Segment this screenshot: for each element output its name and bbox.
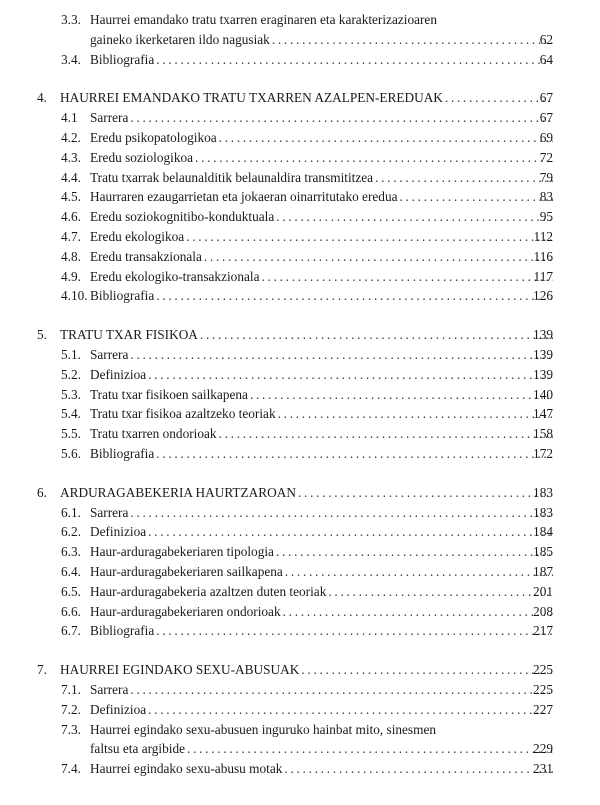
- entry-title-wrap: [90, 582, 553, 602]
- table-of-contents: [0, 10, 600, 798]
- entry-number: 4.4.: [61, 169, 81, 185]
- leader-dots: [200, 325, 553, 345]
- leader-dots: [130, 503, 553, 523]
- leader-dots: [276, 207, 553, 227]
- entry-number: 5.6.: [61, 445, 81, 461]
- entry-title: Bibliografia: [90, 50, 156, 70]
- toc-entry[interactable]: [0, 700, 600, 720]
- leader-dots: [156, 50, 553, 70]
- leader-dots: [298, 483, 553, 503]
- leader-dots: [400, 187, 554, 207]
- leader-dots: [130, 680, 553, 700]
- entry-title: Definizioa: [90, 522, 148, 542]
- chapter-title: TRATU TXAR FISIKOA: [60, 325, 200, 345]
- leader-dots: [130, 345, 553, 365]
- entry-title: Haur-arduragabekeria azaltzen duten teoriak: [90, 582, 328, 602]
- leader-dots: [148, 365, 553, 385]
- entry-page-number: 95: [539, 209, 553, 225]
- entry-page-number: 72: [539, 149, 553, 165]
- leader-dots: [272, 30, 553, 50]
- entry-title-wrap: [90, 50, 553, 70]
- entry-title-wrap: [90, 108, 553, 128]
- entry-title: Definizioa: [90, 700, 148, 720]
- leader-dots: [445, 88, 553, 108]
- entry-title: Eredu transakzionala: [90, 247, 204, 267]
- entry-number: 3.4.: [61, 51, 81, 67]
- entry-title: Bibliografia: [90, 621, 156, 641]
- toc-entry[interactable]: [0, 50, 600, 70]
- chapter-title: HAURREI EMANDAKO TRATU TXARREN AZALPEN-EREDUAK: [60, 88, 445, 108]
- entry-number: 4.3.: [61, 149, 81, 165]
- leader-dots: [375, 168, 553, 188]
- entry-number: 4.1: [61, 110, 78, 126]
- entry-page-number: 64: [539, 51, 553, 67]
- entry-title: Bibliografia: [90, 286, 156, 306]
- leader-dots: [261, 267, 553, 287]
- leader-dots: [195, 148, 553, 168]
- toc-entry[interactable]: [0, 602, 600, 622]
- entry-title-wrap: [90, 365, 553, 385]
- toc-entry[interactable]: [0, 286, 600, 306]
- entry-title-wrap: [90, 562, 553, 582]
- entry-page-number: 183: [533, 504, 553, 520]
- entry-page-number: 184: [533, 524, 553, 540]
- toc-entry[interactable]: [0, 680, 600, 700]
- leader-dots: [328, 582, 553, 602]
- toc-entry[interactable]: [0, 10, 600, 30]
- entry-title: Haurraren ezaugarrietan eta jokaeran oinarritutako eredua: [90, 187, 400, 207]
- leader-dots: [187, 739, 553, 759]
- entry-number: 3.3.: [61, 12, 81, 27]
- leader-dots: [276, 542, 553, 562]
- entry-page-number: 231: [533, 761, 553, 777]
- leader-dots: [156, 444, 553, 464]
- chapter-section: [0, 325, 600, 464]
- entry-title-wrap: [90, 739, 553, 759]
- entry-number: 7.4.: [61, 761, 81, 777]
- entry-title-wrap: [90, 621, 553, 641]
- leader-dots: [130, 108, 553, 128]
- entry-title: Eredu psikopatologikoa: [90, 128, 219, 148]
- chapter-number: 7.: [37, 662, 47, 678]
- entry-title: Haur-arduragabekeriaren tipologia: [90, 542, 276, 562]
- entry-title: faltsu eta argibide: [90, 739, 187, 759]
- entry-number: 6.3.: [61, 544, 81, 560]
- chapter-number: 6.: [37, 484, 47, 500]
- leader-dots: [283, 602, 553, 622]
- entry-number: 5.3.: [61, 386, 81, 402]
- entry-number: 6.5.: [61, 583, 81, 599]
- toc-entry[interactable]: [0, 503, 600, 523]
- toc-entry[interactable]: [0, 227, 600, 247]
- entry-title: Eredu ekologikoa: [90, 227, 186, 247]
- entry-number: 5.5.: [61, 426, 81, 442]
- entry-title: Haurrei egindako sexu-abusuen inguruko hainbat mito, sinesmen: [90, 720, 438, 740]
- leader-dots: [204, 247, 553, 267]
- leader-dots: [156, 621, 553, 641]
- entry-number: 4.2.: [61, 129, 81, 145]
- chapter-title-wrap: [60, 660, 553, 680]
- chapter-page-number: 225: [533, 662, 553, 678]
- entry-page-number: 116: [533, 248, 553, 264]
- entry-title: Haurrei egindako sexu-abusu motak: [90, 759, 284, 779]
- entry-number: 4.7.: [61, 228, 81, 244]
- entry-number: 7.1.: [61, 681, 81, 697]
- leader-dots: [219, 128, 553, 148]
- chapter-title-wrap: [60, 483, 553, 503]
- entry-title-wrap: [90, 700, 553, 720]
- chapter-title: HAURREI EGINDAKO SEXU-ABUSUAK: [60, 660, 301, 680]
- leader-dots: [250, 385, 553, 405]
- chapter-page-number: 67: [539, 90, 553, 106]
- entry-number: 5.4.: [61, 406, 81, 422]
- entry-page-number: 227: [533, 701, 553, 717]
- entry-page-number: 112: [533, 228, 553, 244]
- toc-entry[interactable]: [0, 542, 600, 562]
- entry-title: Bibliografia: [90, 444, 156, 464]
- entry-title-wrap: [90, 207, 553, 227]
- entry-title-wrap: [90, 128, 553, 148]
- entry-title: Sarrera: [90, 345, 130, 365]
- entry-number: 7.3.: [61, 721, 81, 737]
- entry-title-wrap: [90, 187, 553, 207]
- chapter-title-wrap: [60, 325, 553, 345]
- entry-title-wrap: [90, 424, 553, 444]
- toc-entry[interactable]: [0, 168, 600, 188]
- chapter-heading[interactable]: [0, 483, 600, 503]
- toc-entry[interactable]: [0, 247, 600, 267]
- entry-title: Haur-arduragabekeriaren sailkapena: [90, 562, 285, 582]
- entry-title-wrap: [90, 602, 553, 622]
- entry-page-number: 69: [539, 129, 553, 145]
- chapter-page-number: 139: [533, 327, 553, 343]
- toc-entry[interactable]: [0, 720, 600, 740]
- toc-entry[interactable]: [0, 759, 600, 779]
- leader-dots: [219, 424, 553, 444]
- entry-number: 6.7.: [61, 623, 81, 639]
- entry-title: Definizioa: [90, 365, 148, 385]
- entry-title-wrap: [90, 148, 553, 168]
- entry-title: gaineko ikerketaren ildo nagusiak: [90, 30, 272, 50]
- chapter-heading[interactable]: [0, 660, 600, 680]
- entry-number: 5.1.: [61, 346, 81, 362]
- entry-number: 5.2.: [61, 366, 81, 382]
- entry-page-number: 139: [533, 346, 553, 362]
- entry-title: Sarrera: [90, 108, 130, 128]
- entry-number: 4.5.: [61, 189, 81, 205]
- toc-entry[interactable]: [0, 385, 600, 405]
- entry-number: 4.10.: [61, 288, 88, 304]
- chapter-title: ARDURAGABEKERIA HAURTZAROAN: [60, 483, 298, 503]
- entry-title-wrap: [90, 345, 553, 365]
- chapter-section: [0, 660, 600, 779]
- entry-number: 7.2.: [61, 701, 81, 717]
- chapter-heading[interactable]: [0, 88, 600, 108]
- leader-dots: [148, 700, 553, 720]
- entry-page-number: 126: [533, 288, 553, 304]
- entry-title-wrap: [90, 267, 553, 287]
- entry-page-number: 185: [533, 544, 553, 560]
- toc-entry[interactable]: [0, 187, 600, 207]
- entry-number: 4.6.: [61, 209, 81, 225]
- entry-page-number: 201: [533, 583, 553, 599]
- entry-title-wrap: [90, 168, 553, 188]
- entry-title-wrap: [90, 680, 553, 700]
- entry-title: Tratu txarren ondorioak: [90, 424, 219, 444]
- entry-title: Haurrei emandako tratu txarren eraginaren eta karakterizazioaren: [90, 10, 439, 30]
- leader-dots: [156, 286, 553, 306]
- chapter-title-wrap: [60, 88, 553, 108]
- entry-page-number: 147: [533, 406, 553, 422]
- leader-dots: [278, 404, 553, 424]
- entry-title: Tratu txar fisikoa azaltzeko teoriak: [90, 404, 278, 424]
- entry-title: Haur-arduragabekeriaren ondorioak: [90, 602, 283, 622]
- toc-entry[interactable]: [0, 582, 600, 602]
- entry-page-number: 208: [533, 603, 553, 619]
- entry-title: Eredu ekologiko-transakzionala: [90, 267, 261, 287]
- entry-page-number: 158: [533, 426, 553, 442]
- entry-title: Sarrera: [90, 680, 130, 700]
- chapter-heading[interactable]: [0, 325, 600, 345]
- leader-dots: [285, 562, 553, 582]
- entry-title-wrap: [90, 385, 553, 405]
- entry-page-number: 79: [539, 169, 553, 185]
- entry-page-number: 172: [533, 445, 553, 461]
- entry-title-wrap: [90, 227, 553, 247]
- entry-title-wrap: [90, 247, 553, 267]
- entry-title-wrap: [90, 503, 553, 523]
- toc-entry[interactable]: [0, 562, 600, 582]
- entry-number: 4.8.: [61, 248, 81, 264]
- entry-page-number: 229: [533, 741, 553, 757]
- entry-page-number: 139: [533, 366, 553, 382]
- entry-number: 6.6.: [61, 603, 81, 619]
- toc-entry[interactable]: [0, 739, 600, 759]
- entry-page-number: 187: [533, 563, 553, 579]
- entry-title: Tratu txarrak belaunalditik belaunaldira transmititzea: [90, 168, 375, 188]
- entry-title-wrap: [90, 522, 553, 542]
- entry-page-number: 225: [533, 681, 553, 697]
- entry-title: Sarrera: [90, 503, 130, 523]
- entry-number: 6.4.: [61, 563, 81, 579]
- entry-title-wrap: [90, 404, 553, 424]
- entry-page-number: 140: [533, 386, 553, 402]
- toc-entry[interactable]: [0, 267, 600, 287]
- entry-page-number: 67: [539, 110, 553, 126]
- toc-entry[interactable]: [0, 128, 600, 148]
- entry-title-wrap: [90, 286, 553, 306]
- toc-entry[interactable]: [0, 621, 600, 641]
- entry-page-number: 217: [533, 623, 553, 639]
- leader-dots: [148, 522, 553, 542]
- toc-entry[interactable]: [0, 365, 600, 385]
- chapter-number: 4.: [37, 90, 47, 106]
- toc-entry[interactable]: [0, 424, 600, 444]
- entry-title-wrap: [90, 444, 553, 464]
- toc-entry[interactable]: [0, 444, 600, 464]
- entry-number: 6.2.: [61, 524, 81, 540]
- entry-title-wrap: [90, 759, 553, 779]
- chapter-3-tail: [0, 10, 600, 69]
- entry-number: 6.1.: [61, 504, 81, 520]
- toc-entry[interactable]: [0, 148, 600, 168]
- entry-title: Eredu soziokognitibo-konduktuala: [90, 207, 276, 227]
- leader-dots: [284, 759, 553, 779]
- toc-entry[interactable]: [0, 30, 600, 50]
- leader-dots: [301, 660, 553, 680]
- chapter-section: [0, 483, 600, 641]
- entry-page-number: 83: [539, 189, 553, 205]
- chapter-section: [0, 88, 600, 306]
- leader-dots: [186, 227, 553, 247]
- entry-title: Tratu txar fisikoen sailkapena: [90, 385, 250, 405]
- chapter-page-number: 183: [533, 484, 553, 500]
- toc-entry[interactable]: [0, 108, 600, 128]
- entry-page-number: 117: [533, 268, 553, 284]
- entry-page-number: 62: [539, 31, 553, 47]
- entry-title-wrap: [90, 720, 553, 740]
- entry-number: 4.9.: [61, 268, 81, 284]
- entry-title-wrap: [90, 542, 553, 562]
- toc-entry[interactable]: [0, 207, 600, 227]
- entry-title-wrap: [90, 10, 553, 30]
- toc-entry[interactable]: [0, 404, 600, 424]
- toc-entry[interactable]: [0, 345, 600, 365]
- entry-title-wrap: [90, 30, 553, 50]
- chapter-number: 5.: [37, 327, 47, 343]
- entry-title: Eredu soziologikoa: [90, 148, 195, 168]
- toc-entry[interactable]: [0, 522, 600, 542]
